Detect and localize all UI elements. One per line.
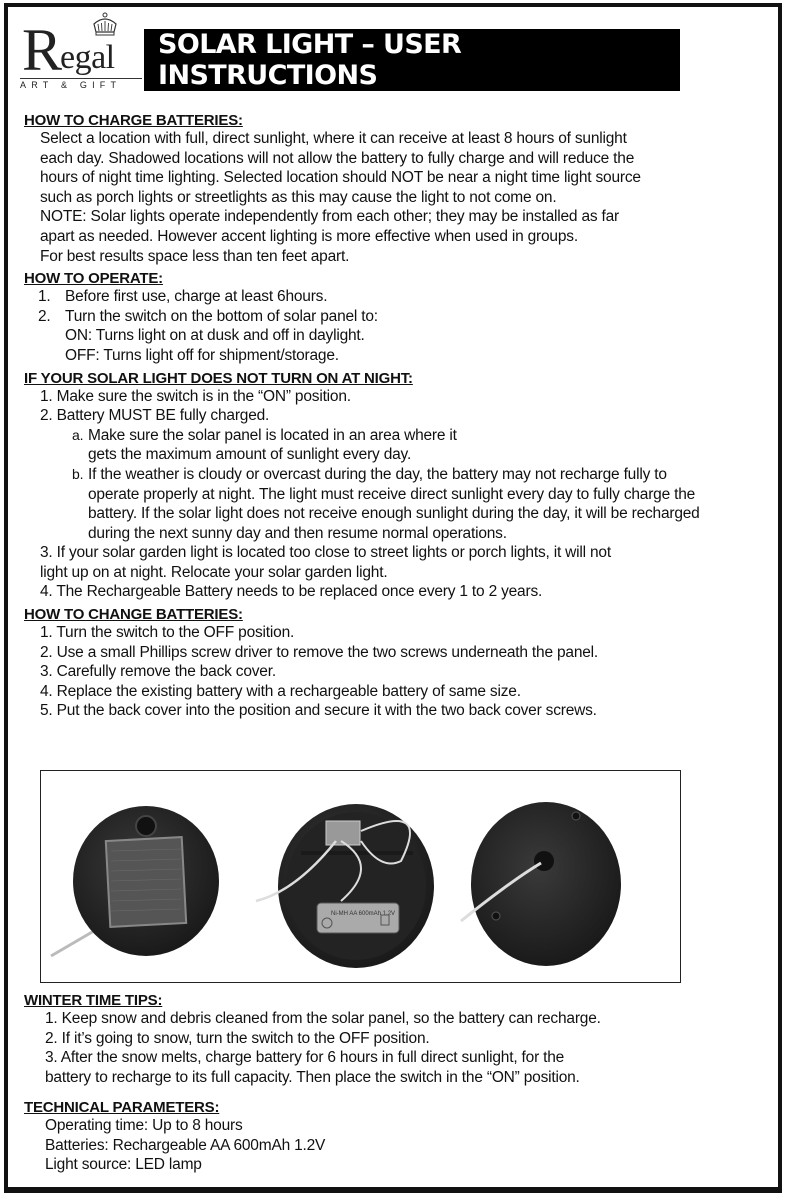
sub-label: a. [72,426,84,443]
photo-strip [41,771,682,984]
list-item: 3. If your solar garden light is located too close to street lights or porch lights, it will not [40,544,611,562]
paragraph-line: hours of night time lighting. Selected location should NOT be near a night time light source [40,169,641,187]
spec-batteries: Batteries: Rechargeable AA 600mAh 1.2V [45,1136,326,1154]
section-operate [24,270,774,365]
logo-wordmark: egal [60,39,115,76]
product-photos [40,770,681,983]
sub-list-item [24,465,774,543]
back-cover-photo [461,802,621,966]
section-technical-parameters [24,1095,764,1175]
list-item: 4. Replace the existing battery with a rechargeable battery of same size. [40,682,521,700]
list-item: 3. After the snow melts, charge battery for 6 hours in full direct sunlight, for the [45,1049,565,1067]
list-text: Before first use, charge at least 6hours. [65,288,328,306]
switch-off-line: OFF: Turns light off for shipment/storage. [65,346,339,364]
crown-icon [90,12,120,40]
paragraph-line: each day. Shadowed locations will not allow the battery to fully charge and will reduce the [40,149,635,167]
list-number: 2. [38,307,51,325]
title-banner [144,29,680,91]
list-item: 3. Carefully remove the back cover. [40,663,276,681]
section-heading: WINTER TIME TIPS: [24,992,163,1009]
logo-initial: R [22,17,63,83]
sub-list-item [24,426,774,465]
page-title: SOLAR LIGHT – USER INSTRUCTIONS [158,29,462,91]
battery-compartment-photo [256,804,434,968]
section-change-batteries [24,606,774,721]
list-text: Turn the switch on the bottom of solar panel to: [65,307,378,325]
switch-on-line: ON: Turns light on at dusk and off in daylight. [65,327,365,345]
logo-tagline: ART & GIFT [20,78,142,90]
list-item: 2. Battery MUST BE fully charged. [40,407,270,425]
section-heading: HOW TO CHARGE BATTERIES: [24,112,243,129]
list-item [24,287,774,307]
section-charge [24,112,774,266]
list-item: 4. The Rechargeable Battery needs to be replaced once every 1 to 2 years. [40,583,543,601]
section-heading: TECHNICAL PARAMETERS: [24,1099,220,1116]
regal-logo [16,12,142,94]
section-heading: HOW TO CHANGE BATTERIES: [24,606,243,624]
sub-label: b. [72,465,84,482]
section-heading: HOW TO OPERATE: [24,270,163,288]
list-item [24,307,774,327]
list-item-continuation: light up on at night. Relocate your solar garden light. [40,563,388,581]
list-item: 5. Put the back cover into the position and secure it with the two back cover screws. [40,702,597,720]
list-item: 1. Make sure the switch is in the “ON” position. [40,387,351,405]
header [16,12,756,94]
sub-text: If the weather is cloudy or overcast during the day, the battery may not recharge fully to operate properly at night. The light must receive direct sunlight every day to fully charge the battery. If the solar light does not receive enough sunlight during the day, it will be recharged during the next sunny day and then resume normal operations. [88,465,700,542]
list-number: 1. [38,288,51,306]
solar-panel-photo [51,806,219,956]
section-troubleshoot [24,370,774,603]
paragraph-line: Select a location with full, direct sunlight, where it can receive at least 8 hours of sunlight [40,130,627,147]
section-winter-tips [24,988,764,1087]
list-item: 1. Turn the switch to the OFF position. [40,624,295,642]
list-item: 1. Keep snow and debris cleaned from the solar panel, so the battery can recharge. [45,1010,601,1027]
section-heading: IF YOUR SOLAR LIGHT DOES NOT TURN ON AT NIGHT: [24,369,413,387]
note-line: For best results space less than ten feet apart. [40,247,350,265]
instructions-body [24,108,774,721]
battery-label: Ni-MH AA 600mAh 1.2V [331,911,396,917]
spec-light-source: Light source: LED lamp [45,1156,202,1174]
note-line: apart as needed. However accent lighting is more effective when used in groups. [40,227,578,245]
list-item: 2. If it’s going to snow, turn the switch to the OFF position. [45,1029,430,1047]
list-item: 2. Use a small Phillips screw driver to remove the two screws underneath the panel. [40,643,599,661]
note-line: NOTE: Solar lights operate independently from each other; they may be installed as far [40,208,620,226]
sub-text: Make sure the solar panel is located in an area where it gets the maximum amount of sunlight every day. [88,426,457,464]
list-item-continuation: battery to recharge to its full capacity. Then place the switch in the “ON” position. [45,1068,580,1086]
paragraph-line: such as porch lights or streetlights as this may cause the light to not come on. [40,188,557,206]
spec-operating-time: Operating time: Up to 8 hours [45,1117,243,1134]
